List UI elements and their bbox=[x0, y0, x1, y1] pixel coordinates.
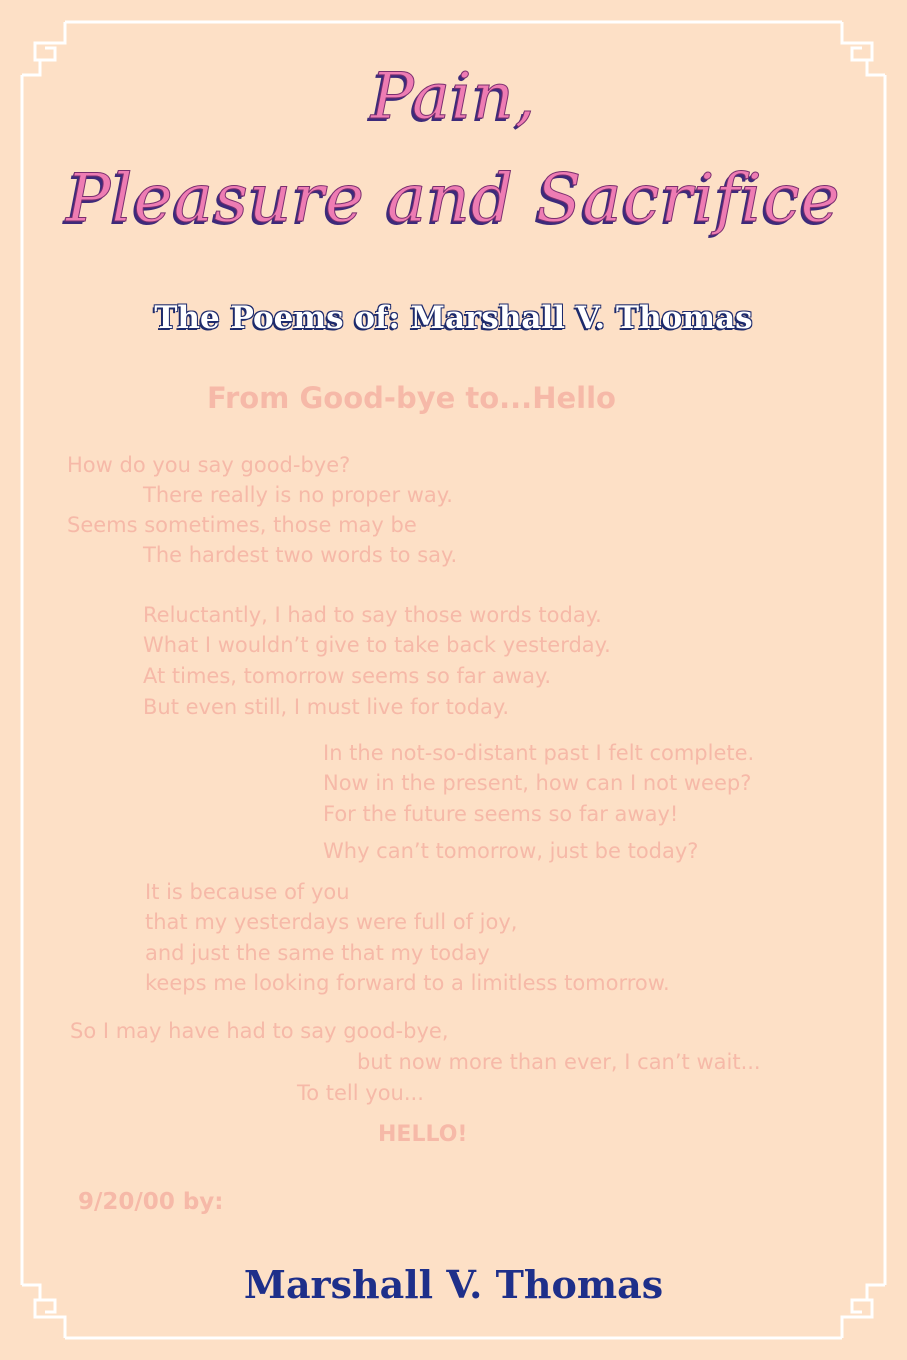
poem-line: Why can’t tomorrow, just be today? bbox=[323, 839, 699, 863]
poem-title: From Good-bye to...Hello bbox=[207, 381, 616, 415]
author-name: Marshall V. Thomas bbox=[243, 1262, 664, 1307]
poem-line: How do you say good-bye? bbox=[67, 453, 351, 477]
poem-line: In the not-so-distant past I felt complete. bbox=[323, 741, 755, 765]
poem-line: keeps me looking forward to a limitless tomorrow. bbox=[145, 971, 670, 995]
poem-line: At times, tomorrow seems so far away. bbox=[143, 664, 552, 688]
subtitle: The Poems of: Marshall V. Thomas bbox=[154, 300, 753, 336]
title-line-1: Pain, bbox=[370, 60, 537, 134]
poem-line: and just the same that my today bbox=[145, 941, 490, 965]
poem-line: but now more than ever, I can’t wait... bbox=[357, 1050, 761, 1074]
poem-line: So I may have had to say good-bye, bbox=[70, 1019, 449, 1043]
poem-line: What I wouldn’t give to take back yesterday. bbox=[143, 633, 611, 657]
poem-line: For the future seems so far away! bbox=[323, 802, 679, 826]
poem-line: that my yesterdays were full of joy, bbox=[145, 910, 518, 934]
poem-line: To tell you... bbox=[297, 1081, 424, 1105]
poem-line: Reluctantly, I had to say those words today. bbox=[143, 603, 602, 627]
poem-closing: HELLO! bbox=[378, 1122, 468, 1147]
poem-line: Seems sometimes, those may be bbox=[67, 513, 417, 537]
poem-line: The hardest two words to say. bbox=[143, 543, 458, 567]
title-line-2: Pleasure and Sacrifice bbox=[66, 160, 841, 237]
poem-line: But even still, I must live for today. bbox=[143, 695, 510, 719]
poem-line: It is because of you bbox=[145, 880, 350, 904]
poem-line: Now in the present, how can I not weep? bbox=[323, 771, 752, 795]
poem-date-line: 9/20/00 by: bbox=[78, 1189, 224, 1215]
poem-line: There really is no proper way. bbox=[143, 483, 453, 507]
